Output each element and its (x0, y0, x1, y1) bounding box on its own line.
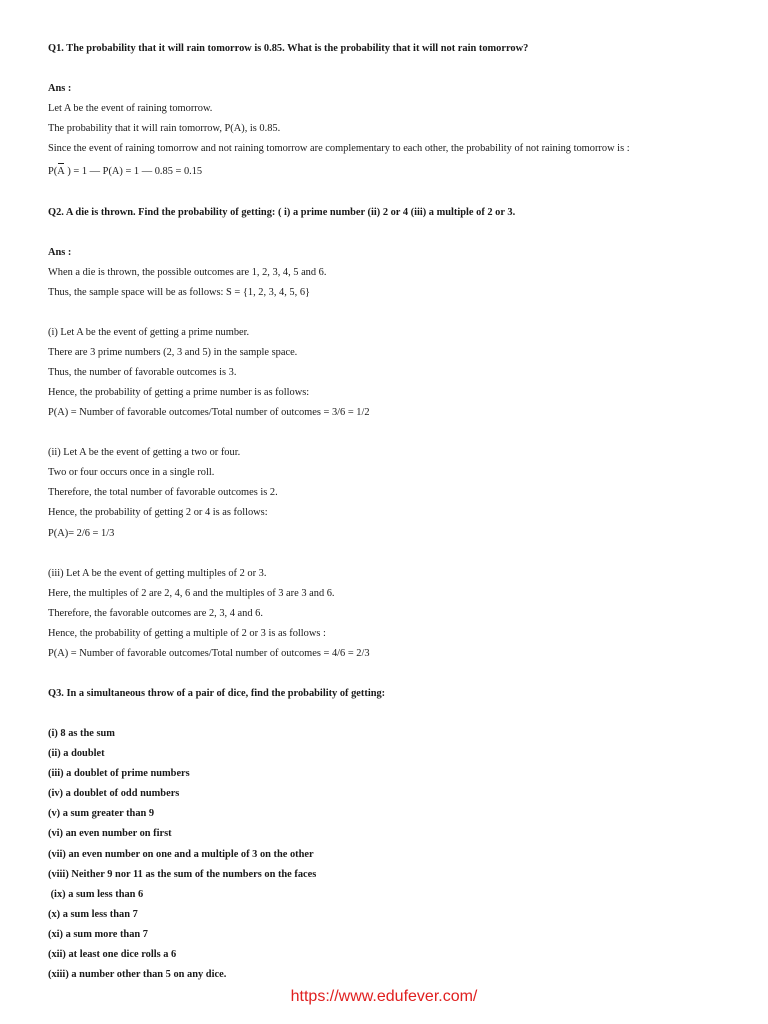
q2-ans-label: Ans : (48, 247, 72, 258)
q3-item: (i) 8 as the sum (48, 728, 115, 739)
q3-item: (vi) an even number on first (48, 828, 172, 839)
footer-url[interactable]: https://www.edufever.com/ (290, 988, 478, 1005)
formula-rest: ) = 1 — P(A) = 1 — 0.85 = 0.15 (64, 166, 203, 177)
q2-part1-line: Hence, the probability of getting a prime number is as follows: (48, 387, 310, 398)
q3-item: (viii) Neither 9 nor 11 as the sum of the numbers on the faces (48, 869, 317, 880)
q2-part2-line: P(A)= 2/6 = 1/3 (48, 528, 115, 539)
q3-question: Q3. In a simultaneous throw of a pair of dice, find the probability of getting: (48, 688, 386, 699)
q3-item: (iv) a doublet of odd numbers (48, 788, 180, 799)
q3-item: (iii) a doublet of prime numbers (48, 768, 190, 779)
q2-part2-line: Hence, the probability of getting 2 or 4 is as follows: (48, 507, 268, 518)
q2-part3-line: P(A) = Number of favorable outcomes/Total number of outcomes = 4/6 = 2/3 (48, 648, 370, 659)
q2-part2-line: (ii) Let A be the event of getting a two or four. (48, 447, 241, 458)
q1-question: Q1. The probability that it will rain tomorrow is 0.85. What is the probability that it will not rain tomorrow? (48, 43, 529, 54)
q2-part3-line: (iii) Let A be the event of getting multiples of 2 or 3. (48, 568, 267, 579)
q1-line: Let A be the event of raining tomorrow. (48, 103, 213, 114)
q2-part3-line: Here, the multiples of 2 are 2, 4, 6 and the multiples of 3 are 3 and 6. (48, 588, 335, 599)
q2-part2-line: Therefore, the total number of favorable outcomes is 2. (48, 487, 278, 498)
q2-intro-line: When a die is thrown, the possible outcomes are 1, 2, 3, 4, 5 and 6. (48, 267, 327, 278)
q3-item: (x) a sum less than 7 (48, 909, 138, 920)
complement-a: A (57, 166, 65, 177)
q3-item: (v) a sum greater than 9 (48, 808, 155, 819)
q1-formula (48, 165, 202, 178)
q2-question: Q2. A die is thrown. Find the probability of getting: ( i) a prime number (ii) 2 or 4 (iii) a multiple of 2 or 3. (48, 207, 516, 218)
q2-intro-line: Thus, the sample space will be as follows: S = {1, 2, 3, 4, 5, 6} (48, 287, 311, 298)
q2-part1-line: P(A) = Number of favorable outcomes/Total number of outcomes = 3/6 = 1/2 (48, 407, 370, 418)
q3-item: (vii) an even number on one and a multiple of 3 on the other (48, 849, 314, 860)
q2-part1-line: (i) Let A be the event of getting a prime number. (48, 327, 250, 338)
q3-item: (xiii) a number other than 5 on any dice. (48, 969, 227, 980)
q1-ans-label: Ans : (48, 83, 72, 94)
q1-line: Since the event of raining tomorrow and not raining tomorrow are complementary to each other, the probability of not raining tomorrow is : (48, 143, 630, 154)
formula-prefix: P( (48, 166, 58, 177)
q1-line: The probability that it will rain tomorrow, P(A), is 0.85. (48, 123, 281, 134)
q3-item: (ix) a sum less than 6 (48, 889, 144, 900)
q2-part3-line: Hence, the probability of getting a multiple of 2 or 3 is as follows : (48, 628, 326, 639)
q3-item: (xi) a sum more than 7 (48, 929, 148, 940)
q2-part1-line: Thus, the number of favorable outcomes is 3. (48, 367, 237, 378)
q2-part1-line: There are 3 prime numbers (2, 3 and 5) in the sample space. (48, 347, 298, 358)
q3-item: (ii) a doublet (48, 748, 105, 759)
q2-part3-line: Therefore, the favorable outcomes are 2, 3, 4 and 6. (48, 608, 263, 619)
q2-part2-line: Two or four occurs once in a single roll. (48, 467, 215, 478)
q3-item: (xii) at least one dice rolls a 6 (48, 949, 177, 960)
